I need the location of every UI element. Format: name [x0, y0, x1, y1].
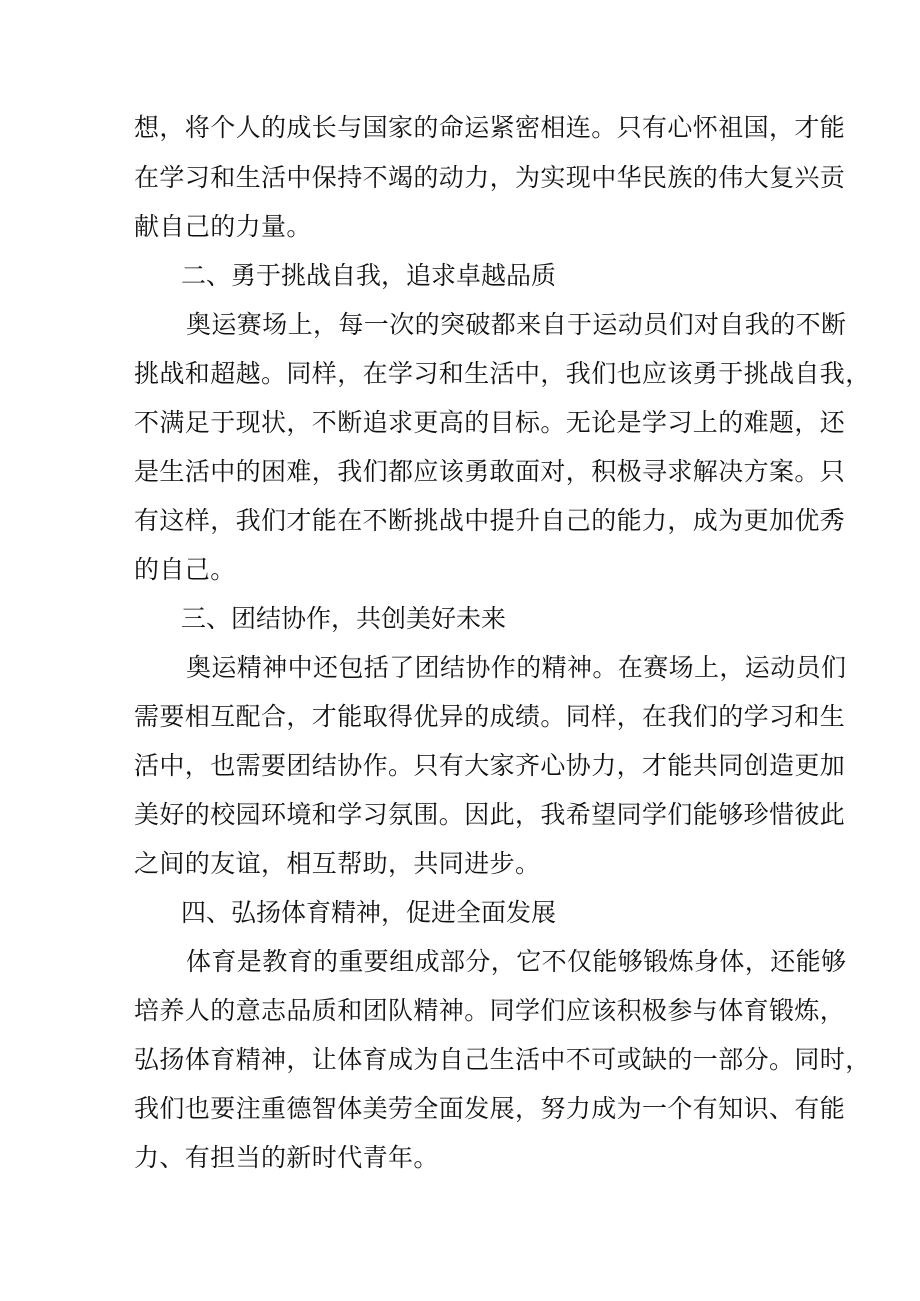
- section-2-line-5: 有这样，我们才能在不断挑战中提升自己的能力，成为更加优秀: [134, 506, 846, 535]
- section-2-heading: 二、勇于挑战自我，追求卓越品质: [181, 261, 557, 290]
- section-4-heading: 四、弘扬体育精神，促进全面发展: [181, 898, 557, 927]
- section-4-line-4: 我们也要注重德智体美劳全面发展，努力成为一个有知识、有能: [134, 1094, 846, 1123]
- intro-line-2: 在学习和生活中保持不竭的动力，为实现中华民族的伟大复兴贡: [134, 163, 846, 192]
- section-2-line-3: 不满足于现状，不断追求更高的目标。无论是学习上的难题，还: [134, 408, 846, 437]
- section-2-line-6: 的自己。: [134, 555, 236, 584]
- section-2-line-2: 挑战和超越。同样，在学习和生活中，我们也应该勇于挑战自我，: [134, 359, 871, 388]
- section-2-line-1: 奥运赛场上，每一次的突破都来自于运动员们对自我的不断: [186, 310, 847, 339]
- section-4-line-3: 弘扬体育精神，让体育成为自己生活中不可或缺的一部分。同时，: [134, 1045, 871, 1074]
- section-3-line-3: 活中，也需要团结协作。只有大家齐心协力，才能共同创造更加: [134, 751, 846, 780]
- section-4-line-2: 培养人的意志品质和团队精神。同学们应该积极参与体育锻炼，: [134, 996, 846, 1025]
- section-3-line-2: 需要相互配合，才能取得优异的成绩。同样，在我们的学习和生: [134, 702, 846, 731]
- section-2-line-4: 是生活中的困难，我们都应该勇敢面对，积极寻求解决方案。只: [134, 457, 846, 486]
- section-3-line-4: 美好的校园环境和学习氛围。因此，我希望同学们能够珍惜彼此: [134, 800, 846, 829]
- section-3-line-5: 之间的友谊，相互帮助，共同进步。: [134, 849, 541, 878]
- intro-line-1: 想，将个人的成长与国家的命运紧密相连。只有心怀祖国，才能: [134, 113, 846, 142]
- section-3-heading: 三、团结协作，共创美好未来: [181, 604, 507, 633]
- intro-line-3: 献自己的力量。: [134, 212, 312, 241]
- section-3-line-1: 奥运精神中还包括了团结协作的精神。在赛场上，运动员们: [186, 653, 847, 682]
- section-4-line-5: 力、有担当的新时代青年。: [134, 1143, 439, 1172]
- section-4-line-1: 体育是教育的重要组成部分，它不仅能够锻炼身体，还能够: [186, 947, 847, 976]
